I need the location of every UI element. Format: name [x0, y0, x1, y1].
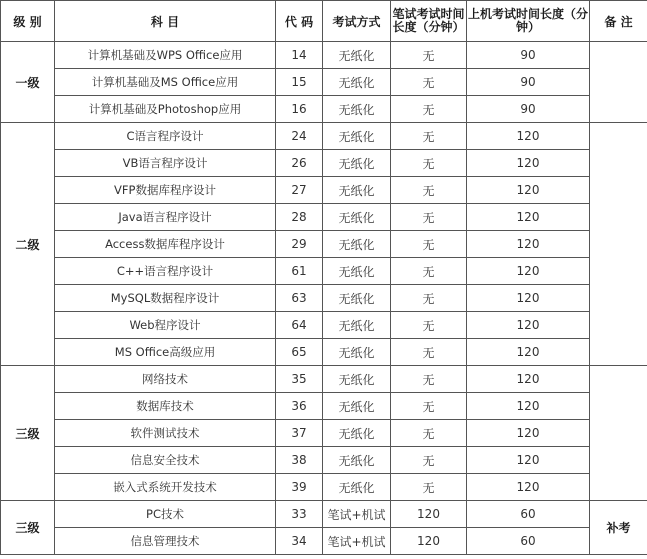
- computer-duration-cell: 120: [467, 231, 590, 258]
- written-duration-cell: 无: [391, 150, 467, 177]
- code-cell: 33: [276, 501, 323, 528]
- computer-duration-cell: 120: [467, 312, 590, 339]
- computer-duration-cell: 90: [467, 42, 590, 69]
- method-cell: 无纸化: [323, 420, 391, 447]
- computer-duration-cell: 120: [467, 285, 590, 312]
- table-row: [1, 69, 647, 96]
- written-duration-cell: 无: [391, 204, 467, 231]
- computer-duration-cell: 120: [467, 177, 590, 204]
- header-subject: 科 目: [55, 1, 276, 42]
- table-row: [1, 366, 647, 393]
- written-duration-cell: 无: [391, 393, 467, 420]
- computer-duration-cell: 120: [467, 366, 590, 393]
- subject-cell: 计算机基础及Photoshop应用: [55, 96, 276, 123]
- table-row: [1, 204, 647, 231]
- code-cell: 39: [276, 474, 323, 501]
- subject-cell: VFP数据库程序设计: [55, 177, 276, 204]
- subject-cell: 数据库技术: [55, 393, 276, 420]
- subject-cell: Java语言程序设计: [55, 204, 276, 231]
- code-cell: 16: [276, 96, 323, 123]
- method-cell: 无纸化: [323, 123, 391, 150]
- written-duration-cell: 120: [391, 501, 467, 528]
- code-cell: 29: [276, 231, 323, 258]
- written-duration-cell: 无: [391, 420, 467, 447]
- computer-duration-cell: 90: [467, 69, 590, 96]
- computer-duration-cell: 120: [467, 123, 590, 150]
- method-cell: 无纸化: [323, 204, 391, 231]
- method-cell: 笔试+机试: [323, 528, 391, 555]
- table-row: [1, 231, 647, 258]
- header-note: 备 注: [590, 1, 647, 42]
- method-cell: 无纸化: [323, 285, 391, 312]
- written-duration-cell: 无: [391, 285, 467, 312]
- written-duration-cell: 无: [391, 96, 467, 123]
- code-cell: 26: [276, 150, 323, 177]
- written-duration-cell: 无: [391, 231, 467, 258]
- table-row: [1, 258, 647, 285]
- subject-cell: Web程序设计: [55, 312, 276, 339]
- table-row: [1, 123, 647, 150]
- computer-duration-cell: 60: [467, 501, 590, 528]
- table-row: [1, 339, 647, 366]
- method-cell: 无纸化: [323, 69, 391, 96]
- level-cell: 三级: [1, 366, 55, 501]
- written-duration-cell: 无: [391, 42, 467, 69]
- computer-duration-cell: 90: [467, 96, 590, 123]
- code-cell: 38: [276, 447, 323, 474]
- computer-duration-cell: 120: [467, 258, 590, 285]
- code-cell: 36: [276, 393, 323, 420]
- method-cell: 无纸化: [323, 258, 391, 285]
- subject-cell: 信息管理技术: [55, 528, 276, 555]
- table-body: [1, 42, 647, 555]
- note-cell: [590, 42, 647, 123]
- written-duration-cell: 无: [391, 447, 467, 474]
- table-row: [1, 501, 647, 528]
- written-duration-cell: 无: [391, 258, 467, 285]
- subject-cell: C语言程序设计: [55, 123, 276, 150]
- method-cell: 无纸化: [323, 474, 391, 501]
- method-cell: 无纸化: [323, 366, 391, 393]
- method-cell: 无纸化: [323, 339, 391, 366]
- table-row: [1, 42, 647, 69]
- table-row: [1, 528, 647, 555]
- code-cell: 27: [276, 177, 323, 204]
- written-duration-cell: 无: [391, 474, 467, 501]
- computer-duration-cell: 120: [467, 420, 590, 447]
- subject-cell: MySQL数据程序设计: [55, 285, 276, 312]
- code-cell: 65: [276, 339, 323, 366]
- method-cell: 无纸化: [323, 447, 391, 474]
- header-row: [1, 1, 647, 42]
- table-row: [1, 420, 647, 447]
- level-cell: 二级: [1, 123, 55, 366]
- method-cell: 无纸化: [323, 42, 391, 69]
- method-cell: 无纸化: [323, 150, 391, 177]
- written-duration-cell: 无: [391, 312, 467, 339]
- code-cell: 28: [276, 204, 323, 231]
- method-cell: 笔试+机试: [323, 501, 391, 528]
- table-row: [1, 285, 647, 312]
- computer-duration-cell: 120: [467, 393, 590, 420]
- written-duration-cell: 无: [391, 339, 467, 366]
- code-cell: 14: [276, 42, 323, 69]
- table-row: [1, 96, 647, 123]
- code-cell: 15: [276, 69, 323, 96]
- level-cell: 一级: [1, 42, 55, 123]
- subject-cell: 网络技术: [55, 366, 276, 393]
- header-computer-duration: 上机考试时间长度（分钟）: [467, 1, 590, 42]
- table-row: [1, 474, 647, 501]
- subject-cell: Access数据库程序设计: [55, 231, 276, 258]
- written-duration-cell: 无: [391, 69, 467, 96]
- note-cell: [590, 366, 647, 501]
- computer-duration-cell: 120: [467, 204, 590, 231]
- note-cell: 补考: [590, 501, 647, 555]
- table-row: [1, 312, 647, 339]
- written-duration-cell: 无: [391, 177, 467, 204]
- header-code: 代 码: [276, 1, 323, 42]
- computer-duration-cell: 120: [467, 339, 590, 366]
- method-cell: 无纸化: [323, 393, 391, 420]
- table-row: [1, 447, 647, 474]
- computer-duration-cell: 60: [467, 528, 590, 555]
- method-cell: 无纸化: [323, 96, 391, 123]
- written-duration-cell: 120: [391, 528, 467, 555]
- code-cell: 61: [276, 258, 323, 285]
- method-cell: 无纸化: [323, 312, 391, 339]
- code-cell: 64: [276, 312, 323, 339]
- subject-cell: 信息安全技术: [55, 447, 276, 474]
- table-row: [1, 177, 647, 204]
- table-row: [1, 393, 647, 420]
- table-row: [1, 150, 647, 177]
- subject-cell: 软件测试技术: [55, 420, 276, 447]
- header-method: 考试方式: [323, 1, 391, 42]
- subject-cell: 计算机基础及WPS Office应用: [55, 42, 276, 69]
- level-cell: 三级: [1, 501, 55, 555]
- code-cell: 24: [276, 123, 323, 150]
- header-written-duration: 笔试考试时间长度（分钟）: [391, 1, 467, 42]
- computer-duration-cell: 120: [467, 150, 590, 177]
- subject-cell: VB语言程序设计: [55, 150, 276, 177]
- code-cell: 35: [276, 366, 323, 393]
- note-cell: [590, 123, 647, 366]
- subject-cell: 计算机基础及MS Office应用: [55, 69, 276, 96]
- method-cell: 无纸化: [323, 231, 391, 258]
- subject-cell: MS Office高级应用: [55, 339, 276, 366]
- written-duration-cell: 无: [391, 123, 467, 150]
- code-cell: 37: [276, 420, 323, 447]
- written-duration-cell: 无: [391, 366, 467, 393]
- computer-duration-cell: 120: [467, 447, 590, 474]
- subject-cell: 嵌入式系统开发技术: [55, 474, 276, 501]
- subject-cell: C++语言程序设计: [55, 258, 276, 285]
- code-cell: 34: [276, 528, 323, 555]
- subject-cell: PC技术: [55, 501, 276, 528]
- header-level: 级 别: [1, 1, 55, 42]
- computer-duration-cell: 120: [467, 474, 590, 501]
- code-cell: 63: [276, 285, 323, 312]
- method-cell: 无纸化: [323, 177, 391, 204]
